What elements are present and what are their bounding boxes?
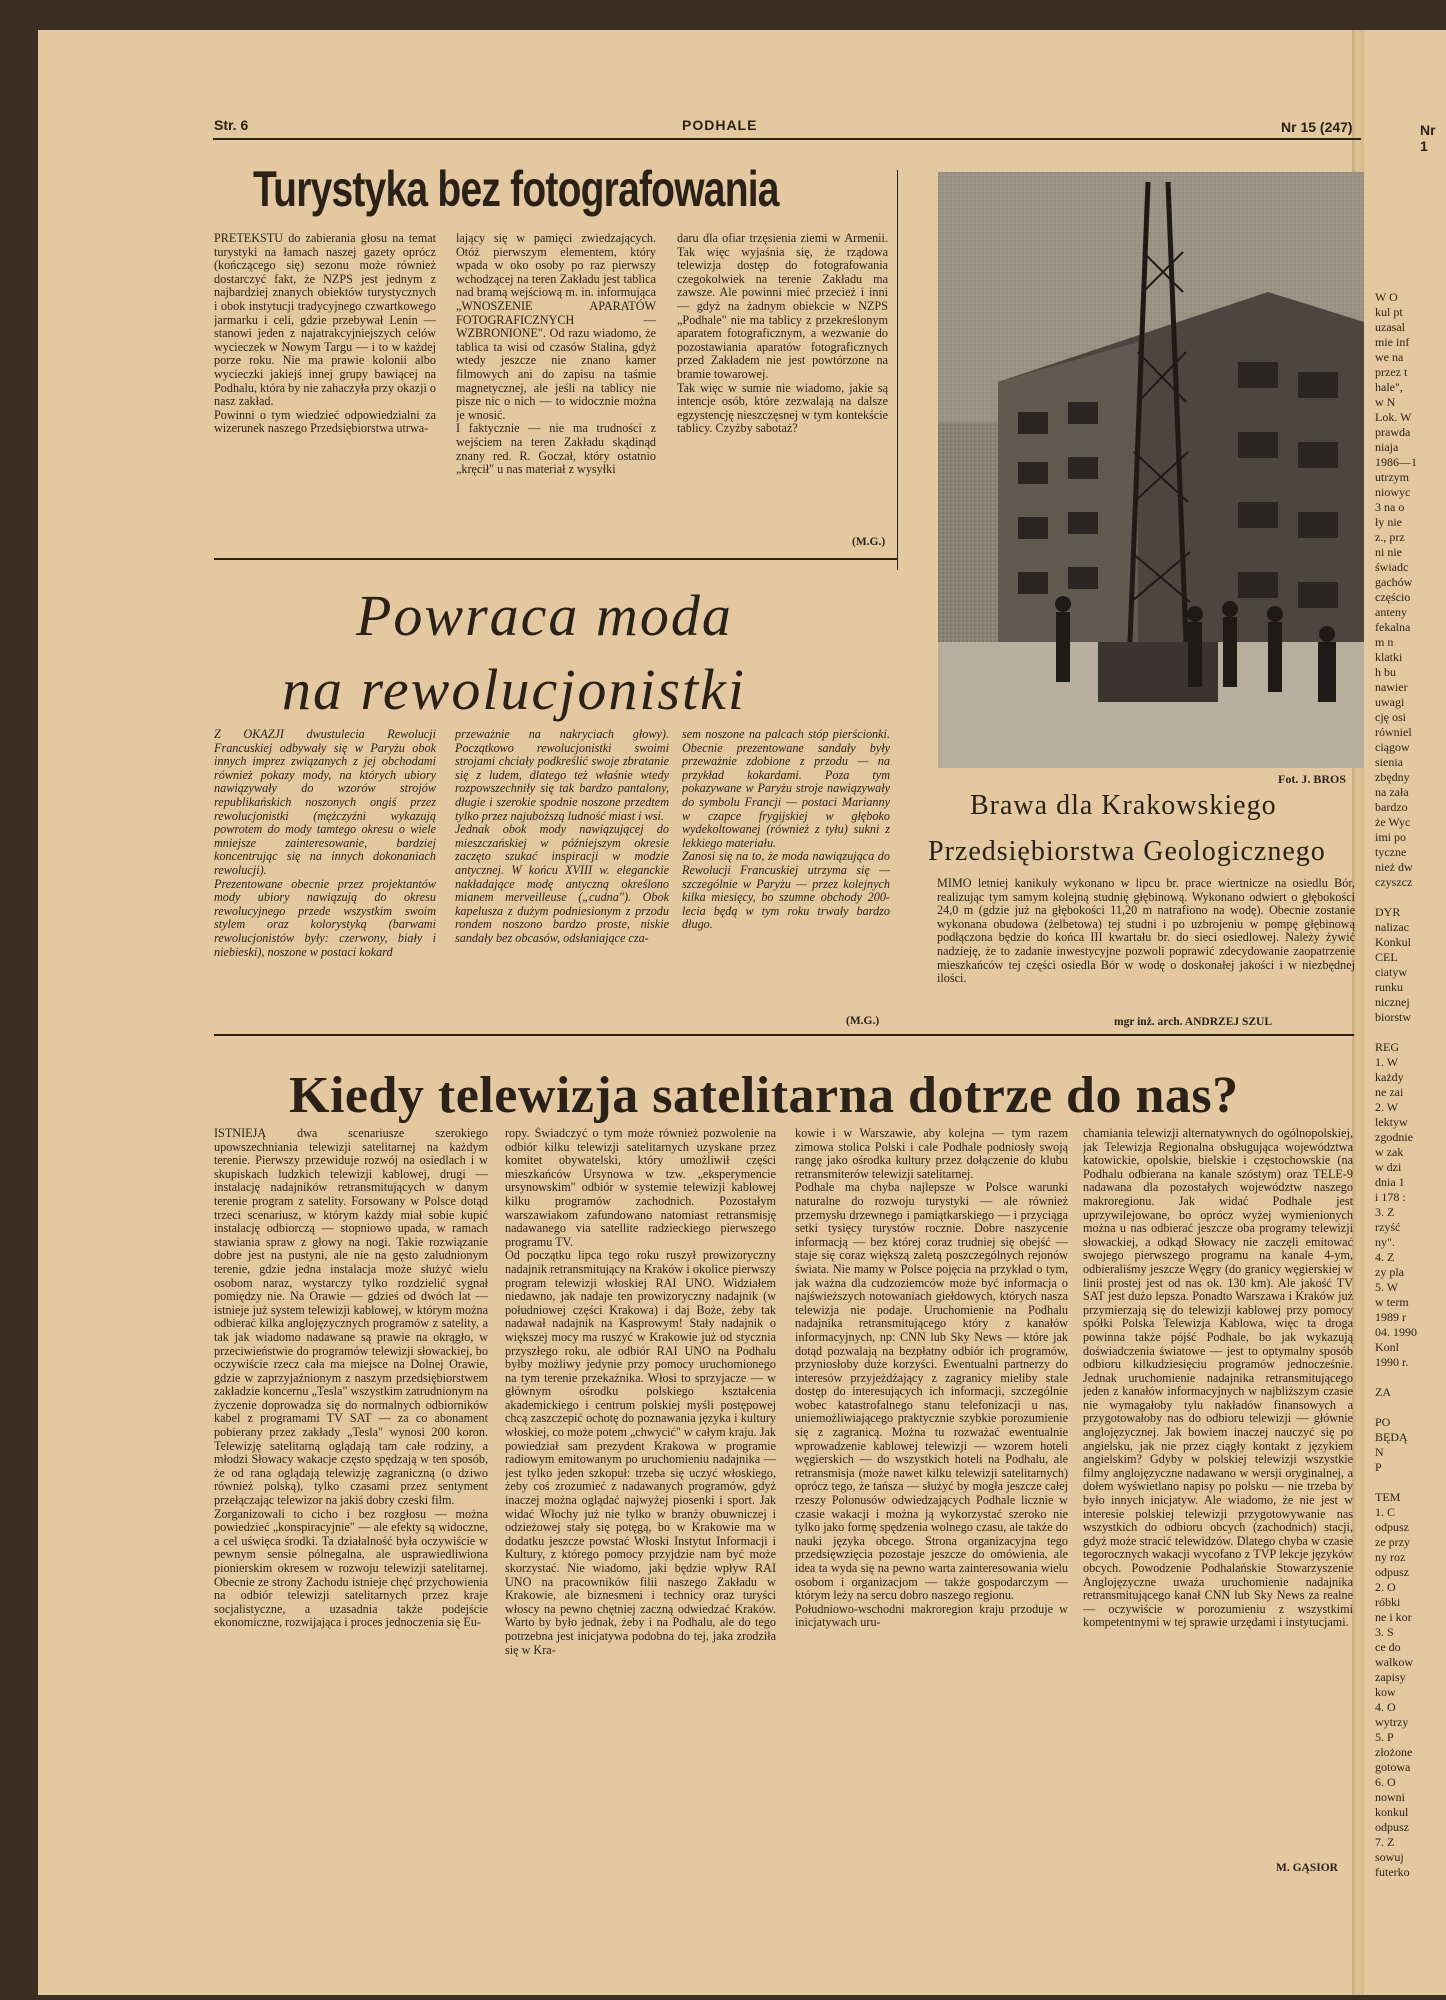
header-rule bbox=[213, 138, 1361, 140]
author-signature: (M.G.) bbox=[846, 1015, 880, 1027]
author-signature: (M.G.) bbox=[852, 536, 886, 548]
section-rule bbox=[214, 1034, 1354, 1036]
article-column: Z OKAZJI dwustulecia Rewolucji Francuskiej odbywały się w Paryżu obok innych imprez związanych z jej obchodami również pokazy mody, na których ubiory nawiązywały do wzorów strojów republikańskich noszonych ongiś przez rewolucjonistki (mężczyźni wykazują powrotem do mody tamtego okresu o wiele mniejsze zainteresowanie, bardziej koncentrując się na innych dokonaniach rewolucji). Prezentowane obecnie przez projektantów mody ubiory nawiązują do okresu rewolucyjnego przede wszystkim swoim stylem oraz kolorystyką (barwami rewolucjonistów były: czerwony, biały i niebieski), noszone w postaci kokard bbox=[214, 728, 436, 959]
issue-number: Nr 15 (247) bbox=[1281, 119, 1353, 135]
article-column: daru dla ofiar trzęsienia ziemi w Armenii. Tak więc wyjaśnia się, że rządowa telewizja dostęp do fotografowania czegokolwiek na terenie Zakładu ma zawsze. Ale powinni mieć przecież i inni — gdyż na żadnym obiekcie w NZPS „Podhale" nie ma tablicy z przekreślonym aparatem fotograficznym, a wezwanie do pozostawiania aparatów fotograficznych przed Zakładem nie jest powtórzone na bramie towarowej. Tak więc w sumie nie wiadomo, jakie są intencje osób, które zezwalają na dalsze egzystencję nieszczęsnej w tym kontekście tablicy. Czyżby sabotaż? bbox=[677, 232, 888, 436]
article-title: Kiedy telewizja satelitarna dotrze do nas? bbox=[289, 1067, 1239, 1124]
article-column: ropy. Świadczyć o tym może również pozwolenie na odbiór kilku telewizji satelitarnych uzyskane przez komitet obywatelski, który umożliwił części mieszkańców Ursynowa w tzw. „eksperymencie ursynowskim" odbiór w systemie telewizji kablowej kilku programów zachodnich. Pozostałym warszawiakom zafundowano natomiast retransmisję nadawanego via satellite radzieckiego pierwszego programu TV. Od początku lipca tego roku ruszył prowizoryczny nadajnik retransmitujący na Kraków i okolice pierwszy program telewizji włoskiej RAI UNO. Widziałem niedawno, jak nadaje ten prowizoryczny nadajnik (w południowej części Krakowa) i daj Boże, żeby tak nadawał nadajnik na Kasprowym! Stały nadajnik o większej mocy ma ruszyć w Krakowie już od stycznia przyszłego roku, ale odbiór RAI UNO na Podhalu byłby możliwy jedynie przy pomocy uruchomionego na tym terenie przekaźnika. Włosi to sprzyjacze — w głównym ośrodku polskiego kształcenia akademickiego i centrum polskiej myśli postępowej chcą zaszczepić ochotę do poznawania języka i kultury włoskiej, co może potem „chwycić" w całym kraju. Jak powiedział sam prezydent Krakowa w programie radiowym emitowanym po uruchomieniu nadajnika — jest tylko jeden szkopuł: trzeba się uczyć włoskiego, żeby coś zrozumieć z nadawanych programów, gdyż inaczej można oglądać najwyżej piosenki i sport. Jak widać Włochy już nie tylko w branży obuwniczej i odzieżowej stały się potęgą, bo w Krakowie ma w dodatku jeszcze powstać Włoski Instytut Informacji i Kultury, z którego pomocy przyjdzie nam być może skorzystać. Nie wiadomo, jaki będzie wpływ RAI UNO na pracowników filii naszego Zakładu w Krakowie, ale biznesmeni i technicy oraz turyści włoscy na pewno chętniej zaczną odwiedzać Kraków. Warto by było jednak, żeby i na Podhalu, ale do tego potrzebna jest inicjatywa podobna do tej, jaka zrodziła się w Kra- bbox=[505, 1127, 776, 1657]
next-page-issue: Nr 1 bbox=[1420, 122, 1436, 154]
drilling-rig-photo bbox=[938, 172, 1364, 768]
article-column: sem noszone na palcach stóp pierścionki. Obecnie prezentowane sandały były przeważnie zdobione z przodu — na przykład kokardami. Poza tym pokazywane w Paryżu stroje nawiązywały do symbolu Francji — postaci Marianny w czapce frygijskiej w głęboko wydekoltowanej (również z tyłu) sukni z lekkiego materiału. Zanosi się na to, że moda nawiązująca do Rewolucji Francuskiej utrzyma się — szczególnie w Paryżu — przez kolejnych kilka miesięcy, bo szumne obchody 200-lecia będą w tym roku trwały bardzo długo. bbox=[682, 728, 890, 932]
author-signature: M. GĄSIOR bbox=[1276, 1862, 1338, 1874]
article-column: ISTNIEJĄ dwa scenariusze szerokiego upowszechniania telewizji satelitarnej na każdym terenie. Pierwszy przewiduje rozwój na osiedlach i w skupiskach ludzkich telewizji kablowej, drugi — instalację nadajników retransmitujących w danym terenie program z satelity. Forsowany w Polsce dotąd trzeci scenariusz, w którym każdy miał sobie kupić instalację odbiorczą — stopniowo upada, w ramach stawiania spraw z głowy na nogi. Takie rozwiązanie dobre jest na pustyni, ale nie na gęsto zaludnionym terenie, gdzie jedna instalacja może służyć wielu osobom naraz, wystarczy tylko rozdzielić sygnał pomiędzy nie. Na Orawie — gdzieś od dwóch lat — istnieje już system telewizji kablowej, w którym można odbierać kilka anglojęzycznych programów z satelity, a tak jak wiadomo nadawane są prawie na okrągło, w przeciwieństwie do programów telewizji słowackiej, bo oczywiście rzecz cała ma miejsce na Dolnej Orawie, gdzie w zaprzyjaźnionym z naszym przedsiębiorstwem zakładzie koncernu „Tesla" wszystkim zatrudnionym na życzenie doprowadza się do normalnych odbiorników kabel z programami TV SAT — za co abonament pobierany przez zakłady „Tesla" wynosi 200 koron. Telewizję satelitarną oglądają tam całe rodziny, a młodzi Słowacy wakacje często spędzają w ten sposób, że od rana oglądają telewizję zagraniczną (o dziwo również polską), tylko czasami przez sentyment przełączając telewizor na jakiś dobry czeski film. Zorganizowali to cicho i bez rozgłosu — można powiedzieć „konspiracyjnie" — ale efekty są widoczne, a cel uświęca środki. Ta działalność była oczywiście w pewnym sensie pólnegalna, ale usprawiedliwiona pionierskim okresem w rozwoju telewizji satelitarnej. Obecnie ze strony Zachodu istnieje chęć przychowienia na odbiór telewizji satelitarnych przez kraje socjalistyczne, a uzasadnia także podejście ekonomiczne, rozwijająca i proces jednoczenia się Eu- bbox=[214, 1127, 488, 1630]
photo-graphic bbox=[938, 172, 1364, 768]
column-rule bbox=[897, 170, 898, 570]
article-column: lający się w pamięci zwiedzających. Otóż pierwszym elementem, który wpada w oko osoby po raz pierwszy wchodzącej na teren Zakładu jest tablica nad bramą wejściową m. in. informująca „WNOSZENIE APARATÓW FOTOGRAFICZNYCH — WZBRONIONE". Od razu wiadomo, że tablica ta wisi od czasów Stalina, gdyż wtedy jeszcze nie znano kamer filmowych ani do zapisu na taśmie magnetycznej, ale jeśli na tablicy nie pisze nic o nich — to widocznie można je wnosić. I faktycznie — nie ma trudności z wejściem na teren Zakładu skądinąd znany red. R. Goczał, który ostatnio „kręcił" u nas materiał z wysyłki bbox=[456, 232, 656, 477]
photo-credit: Fot. J. BROS bbox=[1278, 772, 1347, 786]
author-signature: mgr inż. arch. ANDRZEJ SZUL bbox=[1114, 1016, 1273, 1028]
article-title: Przedsiębiorstwa Geologicznego bbox=[928, 836, 1326, 867]
masthead: PODHALE bbox=[682, 117, 758, 133]
article-column: PRETEKSTU do zabierania głosu na temat turystyki na łamach naszej gazety oprócz (kończącego się) sezonu może również dostarczyć fakt, że NZPS jest jednym z najbardziej znanych obiektów turystycznych i obok instytucji tradycyjnego czwartkowego jarmarku i celi, gdzie przebywał Lenin — stanowi jeden z najatrakcyjniejszych celów wycieczek w Nowym Targu — i to w każdej porze roku. Nie ma prawie kolonii albo wycieczki jakiejś innej grupy bawiącej na Podhalu, która by nie zahaczyła przy okazji o nasz zakład. Powinni o tym wiedzieć odpowiedzialni za wizerunek naszego Przedsiębiorstwa utrwa- bbox=[214, 232, 436, 436]
article-column: kowie i w Warszawie, aby kolejna — tym razem zimowa stolica Polski i cale Podhale podniosły swoją rangę jako ośrodka kultury przez dołączenie do klubu retransmiterów telewizji satelitarnej. Podhale ma chyba najlepsze w Polsce warunki naturalne do rozwoju turystyki — ale również przemysłu drzewnego i pamiątkarskiego — i przyciąga setki tysięcy turystów rocznie. Dobre naszycenie informacją — bez której coraz trudniej się obejść — staje się coraz większą zaletą poszczególnych rejonów świata. Nie mamy w Polsce pojęcia na przykład o tym, jak ważna dla cudzoziemców może być informacja o najświeższych notowaniach giełdowych, których nasza telewizja nie podaje. Uruchomienie na Podhalu nadajnika retransmitującego który z kanałów informacyjnych, np: CNN lub Sky News — które jak dotąd pozwalają na bezpłatny odbiór ich programów, przyniosłoby duże korzyści. Ewentualni partnerzy do interesów przyjeżdżający z zagranicy mieliby stale dostęp do interesujących ich informacji, szczególnie wobec katastrofalnego stanu telefonizacji u nas, uniemożliwiającego praktycznie szybkie porozumienie się z zagranicą. Można tu rozważać ewentualnie wprowadzenie kablowej telewizji — wzorem hoteli węgierskich — do wszystkich hoteli na Podhalu, ale retransmisja (może nawet kilku telewizji satelitarnych) oprócz tego, że tańsza — służyć by mogła jeszcze całej rzeszy Polonusów odwiedzających Podhale licznie w czasie wakacji i można ją wykorzystać szeroko nie tylko jako formę spędzenia wolnego czasu, ale także do nauki języka obcego. Strona organizacyjna tego przedsięwzięcia pozostaje jeszcze do omówienia, ale idea ta wyda się na pewno warta zainteresowania wielu osobom i organizacjom — także gospodarczym — którym leży na sercu dobro naszego regionu. Południowo-wschodni makroregion kraju przoduje w inicjatywach uru- bbox=[795, 1127, 1068, 1630]
article-title: na rewolucjonistki bbox=[282, 657, 746, 722]
page-number: Str. 6 bbox=[214, 117, 249, 133]
adjacent-page-column: W O kul pt uzasal mie inf we na przez t hale", w N Lok. W prawda niaja 1986—1 utrzym niowyc 3 na o ły nie z., prz ni nie świadc gachów częścio anteny fekalna m n klatki h bu nawier uwagi cję osi równiel ciągow sienia zbędny na zała bardzo że Wyc imi po tyczne nież dw czyszcz DYR nalizac Konkul CEL ciatyw runku nicznej biorstw REG 1. W każdy ne zai 2. W lektyw zgodnie w zak w dzi dnia 1 i 178 : 3. Z rzyść ny". 4. Z zy pla 5. W w term 1989 r 04. 1990 Konl 1990 r. ZA PO BĘDĄ N P TEM 1. C odpusz ze przy ny roz odpusz 2. O róbki ne i kor 3. S ce do walkow zapisy kow 4. O wytrzy 5. P złożone gotowa 6. O nowni konkul odpusz 7. Z sowuj futerko bbox=[1375, 290, 1417, 1879]
article-title: Brawa dla Krakowskiego bbox=[970, 790, 1277, 821]
article-body: MIMO letniej kanikuły wykonano w lipcu br. prace wiertnicze na osiedlu Bór, realizując tym samym kolejną studnię głębinową. Wykonano odwiert o głębokości 24,0 m (gdzie już na głębokości 11,20 m natrafiono na wodę). Obecnie zostanie wykonana obudowa (żelbetowa) tej studni i po uzbrojeniu w pompę głębinową podłączona będzie do końca III kwartału br. do sieci osiedlowej. Należy żywić nadzieję, że to zadanie inwestycyjne pozwoli poprawić zdecydowanie zaopatrzenie mieszkańców tej części osiedla Bór w wodę o doskonałej jakości i w niezbędnej ilości. bbox=[937, 877, 1355, 986]
article-column: przeważnie na nakryciach głowy). Początkowo rewolucjonistki swoimi strojami chciały podkreślić swoje zbratanie się z ludem, dlatego też właśnie wtedy rozpowszechniły się tak bardzo pantalony, długie i szerokie spodnie noszone przedtem tylko przez najuboższą ludność miast i wsi. Jednak obok mody nawiązującej do mieszczańskiej w późniejszym okresie zaczęto szukać inspiracji w modzie antycznej. W końcu XVIII w. eleganckie nakładające modę antyczną określono mianem merveilleuse („cudna"). Obok kapelusza z dużym podniesionym z przodu rondem noszono bardzo proste, niskie sandały bez obcasów, odsłaniające cza- bbox=[455, 728, 669, 945]
section-rule bbox=[214, 558, 898, 560]
article-title: Turystyka bez fotografowania bbox=[253, 161, 779, 217]
article-title: Powraca moda bbox=[356, 583, 733, 648]
article-column: chamiania telewizji alternatywnych do ogólnopolskiej, jak Telewizja Regionalna obsługująca województwa katowickie, opolskie, bielskie i częstochowskie (na Podhalu odbierana na kanale szóstym) oraz TELE-9 nadawana dla pozostałych województw naszego makroregionu. Jak widać Podhale jest uprzywilejowane, bo oprócz wyżej wymienionych można u nas odbierać jeszcze oba programy telewizji słowackiej, a odkąd Słowacy nie zaczęli emitować swojego pierwszego programu na kanale 4-ym, odbieraliśmy jeszcze Węgry (do granicy węgierskiej w linii prostej jest od nas ok. 130 km). Ale jakość TV SAT jest dużo lepsza. Ponadto Warszawa i Kraków już przymierzają się do telewizji kablowej przy pomocy spółki Polska Telewizja Kablowa, więc ta droga powinna także pójść Podhale, bo jak wykazują doświadczenia światowe — jest to optymalny sposób odbioru kilkudziesięciu programów jednocześnie. Jednak uruchomienie nadajnika retransmitującego jeden z kanałów informacyjnych w najbliższym czasie nie wymagałoby tylu nakładów finansowych a przygotowałoby nas do odbioru telewizji — głównie anglojęzycznej. Jak bowiem inaczej nauczyć się po angielsku, jak nie przez ciągły kontakt z językiem angielskim? Gdyby w polskiej telewizji wszystkie filmy anglojęzyczne nadawano w wersji oryginalnej, a dołem wyświetlano napisy po polsku — nie trzeba by było innych inicjatyw. Ale wiadomo, że nie jest w interesie polskiej telewizji przygotowywanie nas wszystkich do odbioru obcych (zachodnich) stacji, gdyż może stracić telewidzów. Dlatego chyba w czasie tegorocznych wakacji wycofano z TVP lekcje języków obcych. Powodzenie Podhalańskie Stowarzyszenie Anglojęzyczne uważa uruchomienie nadajnika retransmitującego kanał CNN lub Sky News za realne — oczywiście w porozumieniu z wszystkimi kompetentnymi w tej sprawie urzędami i instytucjami. bbox=[1083, 1127, 1353, 1630]
